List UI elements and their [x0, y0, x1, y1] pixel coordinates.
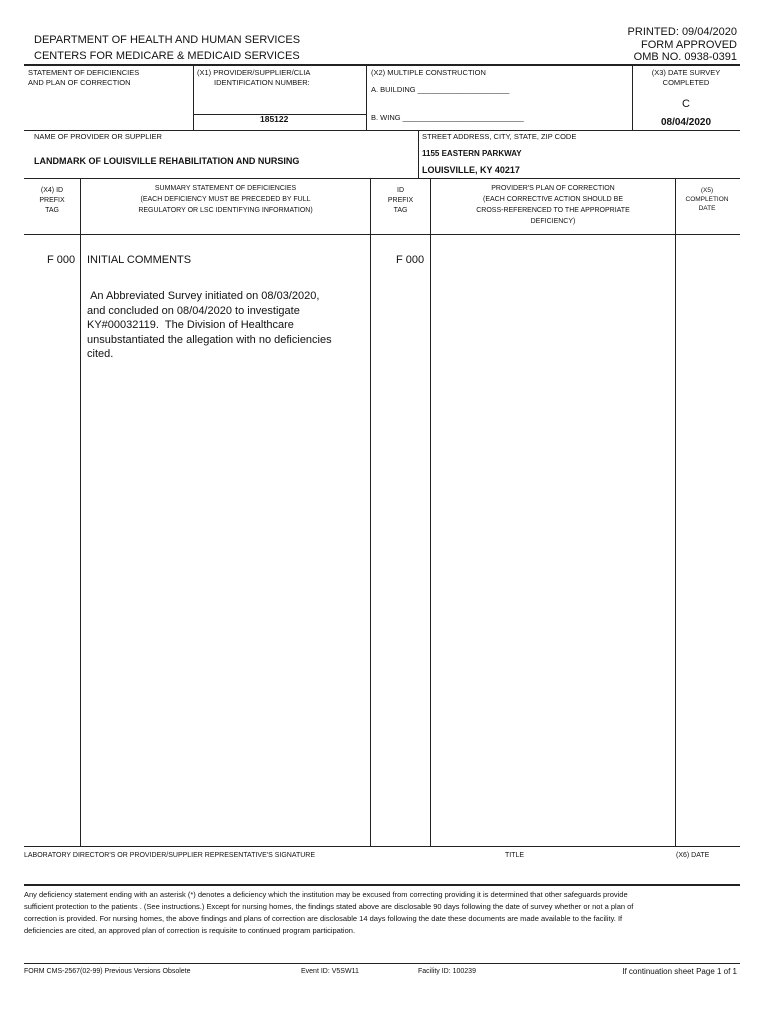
entry-body: An Abbreviated Survey initiated on 08/03/2020, and concluded on 08/04/2020 to investigate KY#00032119. The Division of Healthcare unsubstantiated the allegation with no deficiencies cited. [87, 290, 335, 360]
survey-date: 08/04/2020 [660, 117, 712, 128]
x4-header: PREFIX [39, 197, 65, 204]
date-label: (X6) DATE [676, 852, 710, 859]
prefix-tag-left: F 000 [47, 254, 76, 266]
summary-header: (EACH DEFICIENCY MUST BE PRECEDED BY FULL [140, 196, 311, 203]
plan-header: CROSS-REFERENCED TO THE APPROPRIATE [476, 207, 630, 214]
id-header: ID [397, 187, 404, 194]
x1-label: (X1) PROVIDER/SUPPLIER/CLIA [197, 68, 311, 77]
plan-header: PROVIDER'S PLAN OF CORRECTION [491, 185, 615, 192]
statement-label: AND PLAN OF CORRECTION [28, 78, 131, 87]
id-header: TAG [393, 207, 408, 214]
divider [24, 130, 740, 131]
title-label: TITLE [505, 852, 525, 859]
column-line [675, 178, 676, 846]
city-state-zip: LOUISVILLE, KY 40217 [422, 165, 520, 175]
divider [366, 65, 367, 130]
divider [193, 65, 194, 130]
table-bottom-border [24, 846, 740, 847]
statement-label: STATEMENT OF DEFICIENCIES [28, 68, 140, 77]
x4-header: TAG [45, 207, 59, 214]
plan-header: (EACH CORRECTIVE ACTION SHOULD BE [482, 196, 624, 203]
printed-date: PRINTED: 09/04/2020 [627, 26, 737, 38]
survey-code: C [682, 98, 690, 110]
wing-field: B. WING _____________________________ [371, 113, 524, 122]
x5-header: COMPLETION [685, 196, 729, 203]
event-id: Event ID: V5SW11 [301, 968, 359, 975]
street-address: 1155 EASTERN PARKWAY [422, 149, 522, 158]
column-line [80, 178, 81, 846]
divider [632, 65, 633, 130]
divider [24, 178, 740, 179]
summary-header: SUMMARY STATEMENT OF DEFICIENCIES [154, 185, 297, 192]
prefix-tag-right: F 000 [396, 254, 425, 266]
x3-label: COMPLETED [662, 78, 710, 87]
x4-header: (X4) ID [40, 187, 64, 194]
signature-label: LABORATORY DIRECTOR'S OR PROVIDER/SUPPLIER REPRESENTATIVE'S SIGNATURE [24, 852, 316, 859]
provider-name-label: NAME OF PROVIDER OR SUPPLIER [34, 132, 162, 141]
plan-header: DEFICIENCY) [530, 218, 576, 225]
form-number: FORM CMS-2567(02-99) Previous Versions Obsolete [24, 968, 191, 975]
x5-header: (X5) [700, 187, 714, 194]
summary-header: REGULATORY OR LSC IDENTIFYING INFORMATION) [138, 207, 313, 214]
divider [418, 130, 419, 178]
table-header-border [24, 234, 740, 235]
signature-bottom-border [24, 884, 740, 886]
x5-header: DATE [698, 205, 716, 212]
column-line [430, 178, 431, 846]
provider-id-number: 185122 [260, 114, 289, 124]
footer-border [24, 963, 740, 964]
facility-id: Facility ID: 100239 [418, 968, 476, 975]
x3-label: (X3) DATE SURVEY [651, 68, 721, 77]
provider-name: LANDMARK OF LOUISVILLE REHABILITATION AND NURSING [34, 156, 300, 166]
omb-number: OMB NO. 0938-0391 [633, 51, 737, 63]
form-approved: FORM APPROVED [641, 39, 737, 51]
page-indicator: If continuation sheet Page 1 of 1 [622, 967, 737, 976]
footnote-text: Any deficiency statement ending with an asterisk (*) denotes a deficiency which the institution may be excused from correcting providing it is determined that other safeguards provide sufficient protection to the patients . (See instructions.) Except for nursing homes, the findings stated above are disclosable 90 days following the date of survey whether or not a plan of correction is provided. For nursing homes, the above findings and plans of correction are disclosable 14 days following the date these documents are made available to the facility. If deficiencies are cited, an approved plan of correction is requisite to continued program participation. [24, 890, 634, 935]
column-line [370, 178, 371, 846]
centers-name: CENTERS FOR MEDICARE & MEDICAID SERVICES [34, 50, 300, 62]
x2-label: (X2) MULTIPLE CONSTRUCTION [371, 68, 486, 77]
address-label: STREET ADDRESS, CITY, STATE, ZIP CODE [422, 132, 577, 141]
entry-title: INITIAL COMMENTS [87, 254, 192, 266]
building-field: A. BUILDING ______________________ [371, 85, 510, 94]
department-name: DEPARTMENT OF HEALTH AND HUMAN SERVICES [34, 34, 301, 46]
x1-label: IDENTIFICATION NUMBER: [214, 78, 310, 87]
id-header: PREFIX [387, 197, 414, 204]
